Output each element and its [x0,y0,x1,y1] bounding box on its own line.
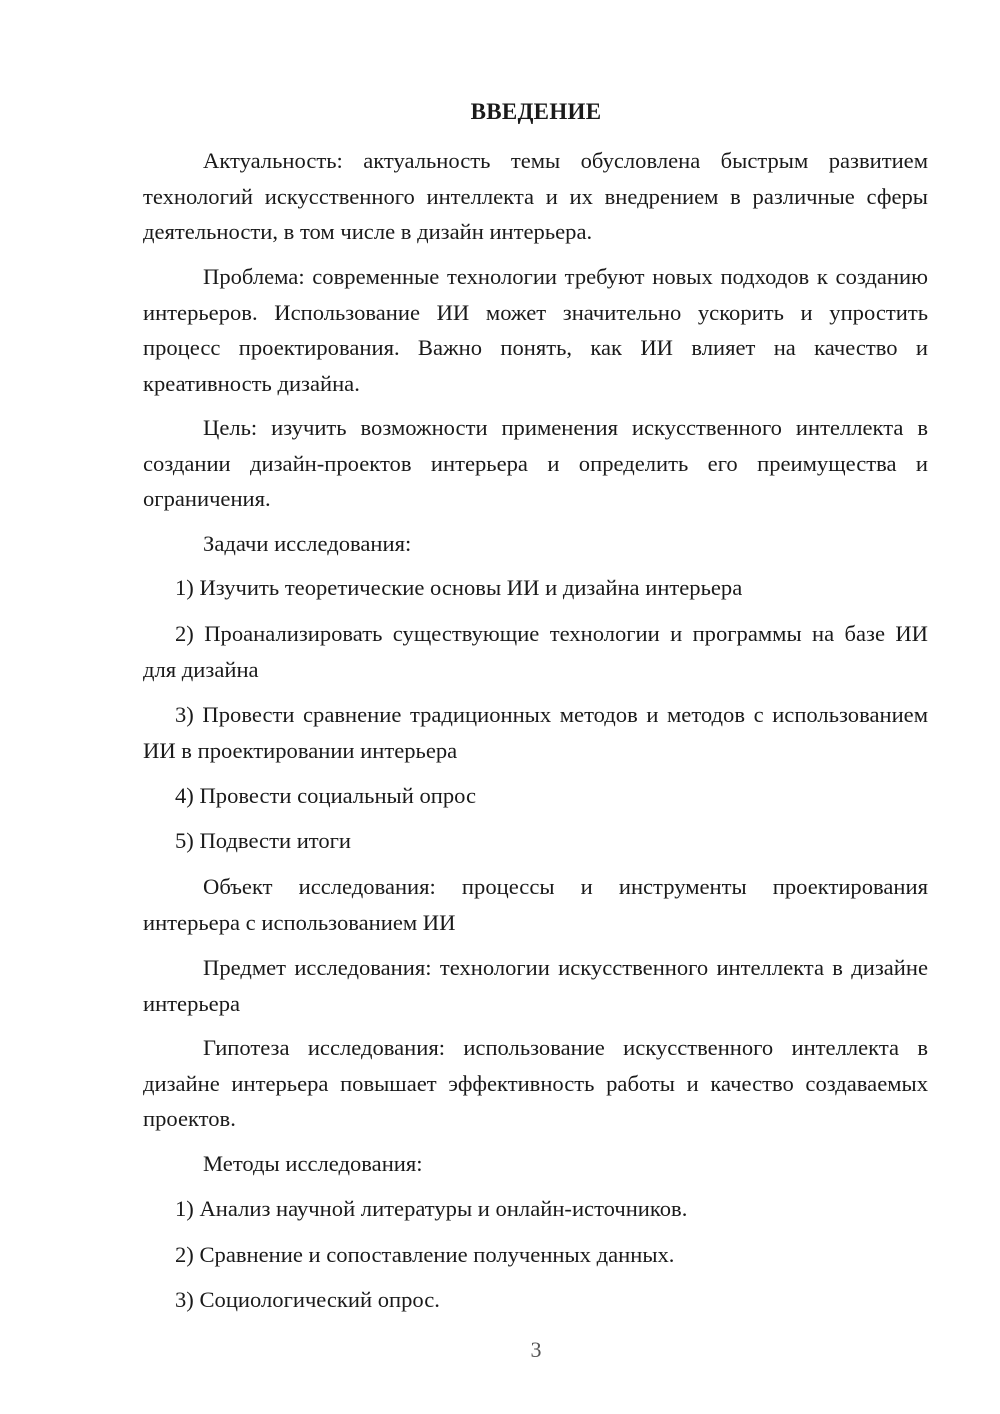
list-item-text: 4) Провести социальный опрос [175,783,477,808]
list-item [143,1237,928,1273]
list-item [143,1282,928,1318]
list-item-text: 3) Социологический опрос. [175,1287,440,1312]
relevance-paragraph [143,143,928,250]
paragraph-text: Методы исследования: [203,1151,423,1176]
list-item-text: 3) Провести сравнение традиционных методов и методов с использованием ИИ в проектировании интерьера [143,702,928,763]
paragraph-text: Цель: изучить возможности применения искусственного интеллекта в создании дизайн-проектов интерьера и определить его преимущества и ограничения. [143,415,928,511]
paragraph-text: Задачи исследования: [203,531,412,556]
goal-paragraph [143,410,928,517]
paragraph-text: Гипотеза исследования: использование искусственного интеллекта в дизайне интерьера повышает эффективность работы и качество создаваемых проектов. [143,1035,928,1131]
object-paragraph [143,869,928,940]
list-item [143,1191,928,1227]
paragraph-text: Предмет исследования: технологии искусственного интеллекта в дизайне интерьера [143,955,928,1016]
problem-paragraph [143,259,928,401]
list-item [143,778,928,814]
tasks-heading [143,526,928,562]
list-item-text: 5) Подвести итоги [175,828,352,853]
paragraph-text: Актуальность: актуальность темы обусловлена быстрым развитием технологий искусственного интеллекта и их внедрением в различные сферы деятельности, в том числе в дизайн интерьера. [143,148,928,244]
list-item [143,570,928,606]
list-item-text: 2) Проанализировать существующие технологии и программы на базе ИИ для дизайна [143,621,928,682]
list-item [143,823,928,859]
list-item-text: 1) Анализ научной литературы и онлайн-источников. [175,1196,688,1221]
section-heading: ВВЕДЕНИЕ [470,99,602,124]
paragraph-text: Проблема: современные технологии требуют новых подходов к созданию интерьеров. Использование ИИ может значительно ускорить и упростить процесс проектирования. Важно понять, как ИИ влияет на качество и креативность дизайна. [143,264,928,396]
page-number: 3 [530,1337,542,1362]
list-item-text: 2) Сравнение и сопоставление полученных данных. [175,1242,675,1267]
methods-heading [143,1146,928,1182]
list-item-text: 1) Изучить теоретические основы ИИ и дизайна интерьера [175,575,743,600]
list-item [143,616,928,687]
paragraph-text: Объект исследования: процессы и инструменты проектирования интерьера с использованием ИИ [143,874,928,935]
subject-paragraph [143,950,928,1021]
hypothesis-paragraph [143,1030,928,1137]
list-item [143,697,928,768]
